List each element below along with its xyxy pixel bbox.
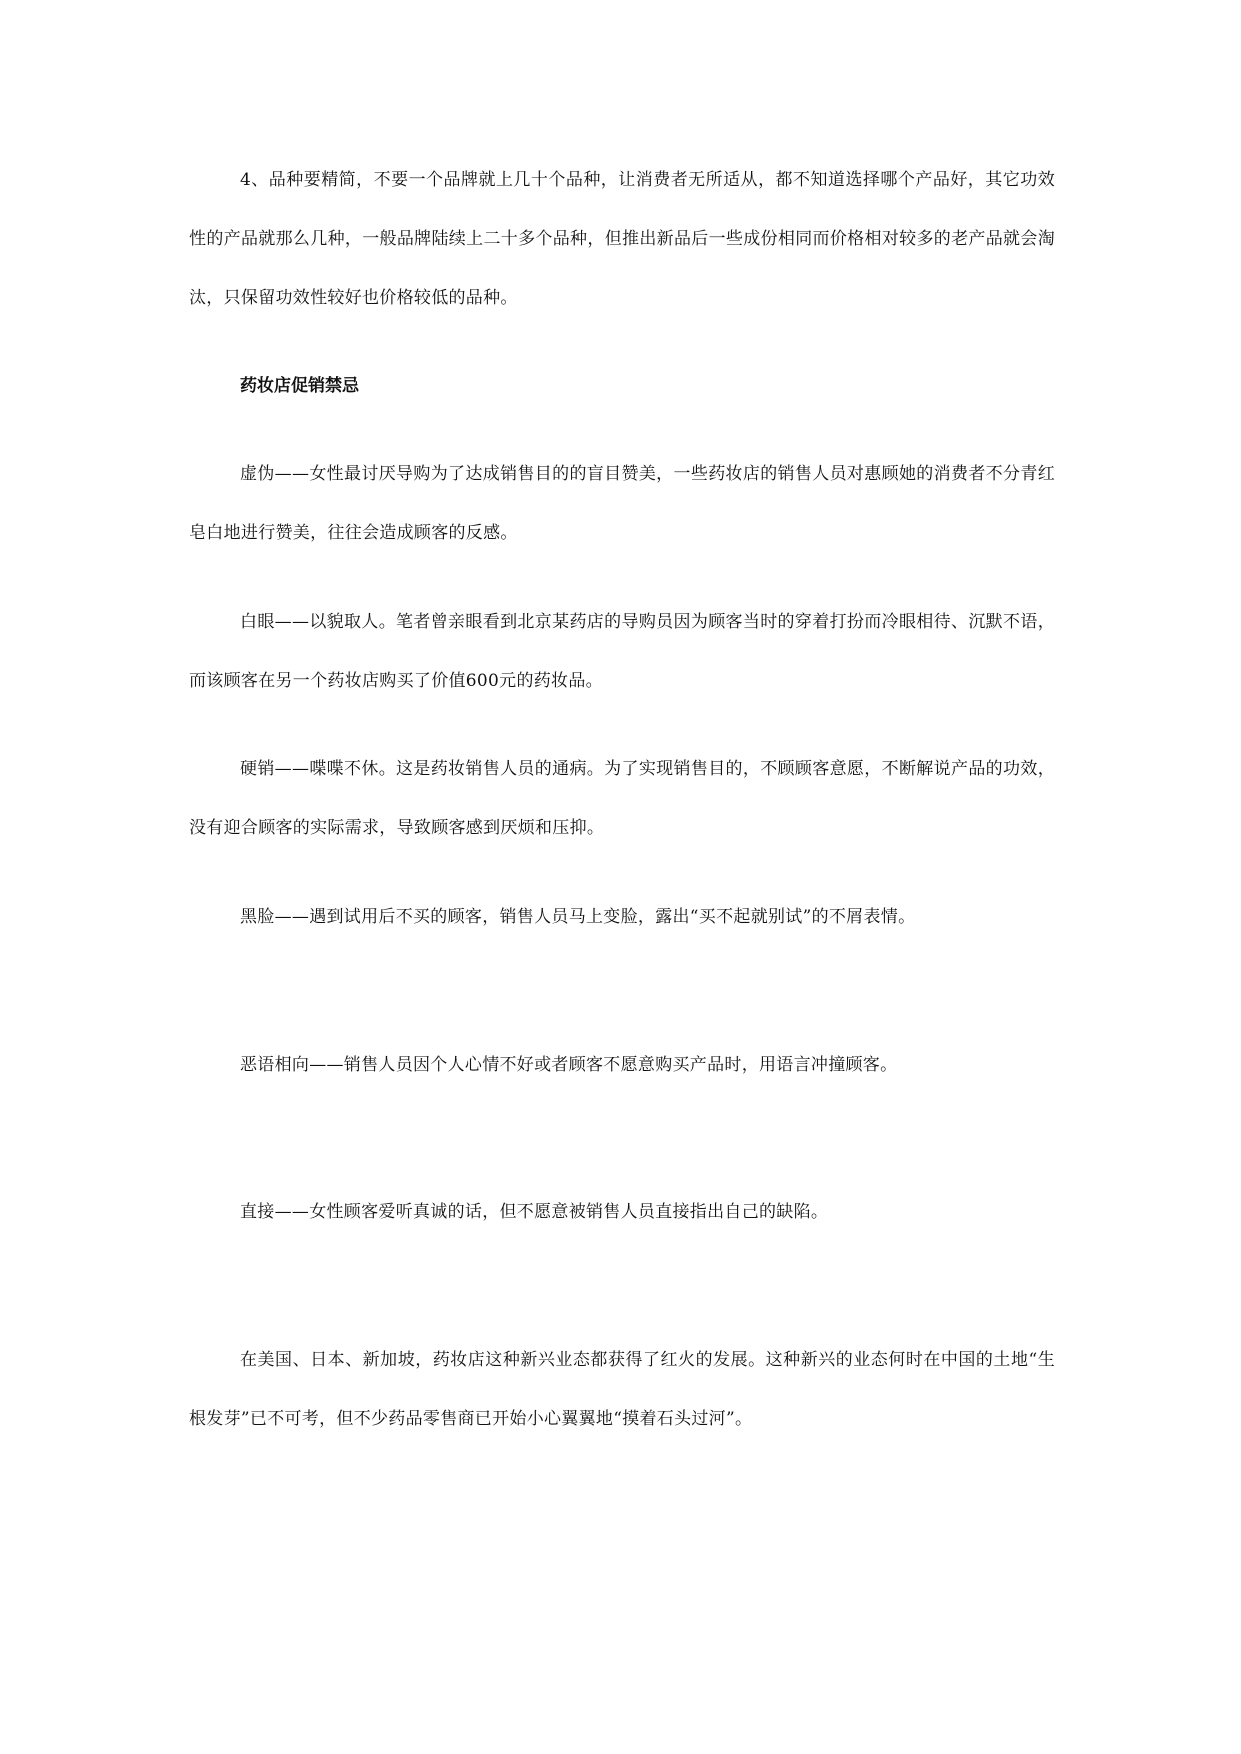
paragraph-international: 在美国、日本、新加坡，药妆店这种新兴业态都获得了红火的发展。这种新兴的业态何时在中国的土地“生根发芽”已不可考，但不少药品零售商已开始小心翼翼地“摸着石头过河”。 (189, 1350, 1055, 1429)
paragraph-black-face: 黑脸——遇到试用后不买的顾客，销售人员马上变脸，露出“买不起就别试”的不屑表情。 (240, 907, 916, 927)
paragraph-hypocrisy: 虚伪——女性最讨厌导购为了达成销售目的的盲目赞美，一些药妆店的销售人员对惠顾她的消费者不分青红皂白地进行赞美，往往会造成顾客的反感。 (189, 464, 1055, 543)
paragraph-harsh-words: 恶语相向——销售人员因个人心情不好或者顾客不愿意购买产品时，用语言冲撞顾客。 (240, 1055, 898, 1075)
paragraph-hard-sell: 硬销——喋喋不休。这是药妆销售人员的通病。为了实现销售目的，不顾顾客意愿，不断解说产品的功效，没有迎合顾客的实际需求，导致顾客感到厌烦和压抑。 (189, 759, 1055, 838)
paragraph-directness: 直接——女性顾客爱听真诚的话，但不愿意被销售人员直接指出自己的缺陷。 (240, 1202, 829, 1222)
section-heading: 药妆店促销禁忌 (240, 376, 359, 396)
paragraph-product-variety: 4、品种要精简，不要一个品牌就上几十个品种，让消费者无所适从，都不知道选择哪个产品好，其它功效性的产品就那么几种，一般品牌陆续上二十多个品种，但推出新品后一些成份相同而价格相对较多的老产品就会淘汰，只保留功效性较好也价格较低的品种。 (189, 170, 1055, 308)
paragraph-contempt: 白眼——以貌取人。笔者曾亲眼看到北京某药店的导购员因为顾客当时的穿着打扮而冷眼相待、沉默不语，而该顾客在另一个药妆店购买了价值600元的药妆品。 (189, 612, 1055, 691)
